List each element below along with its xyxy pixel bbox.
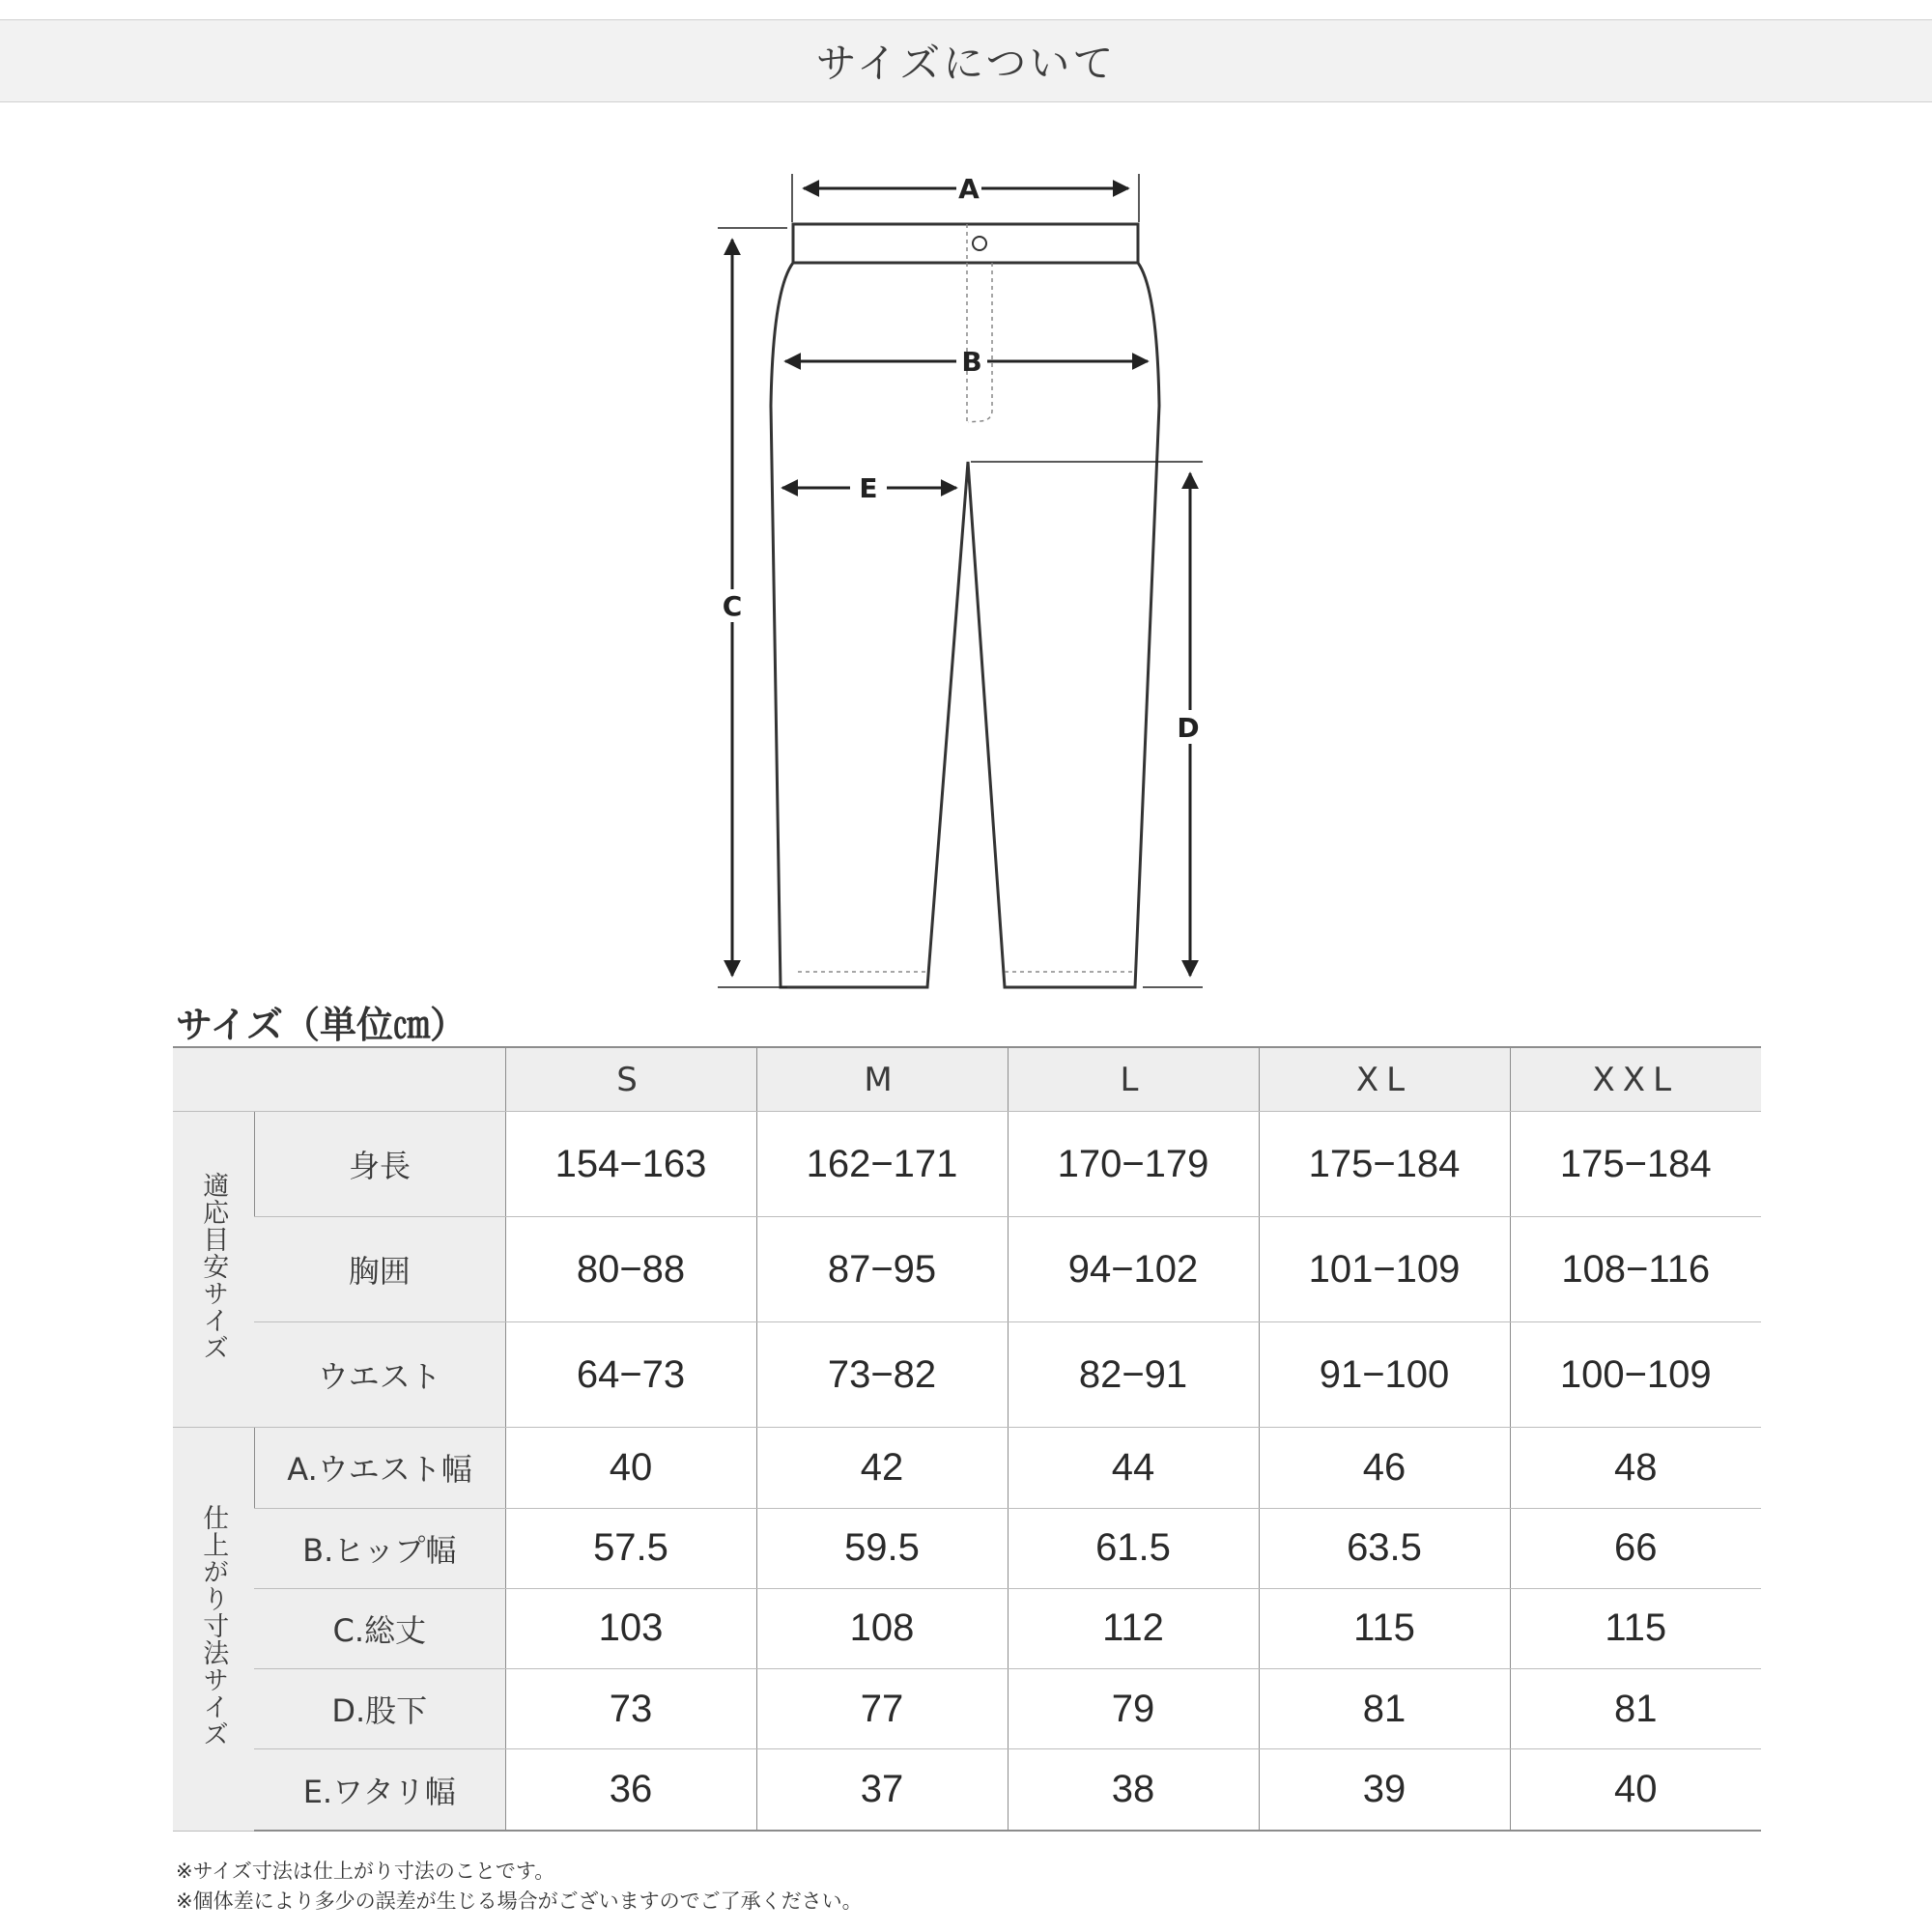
row-label: E.ワタリ幅	[254, 1749, 505, 1831]
table-cell: 175−184	[1259, 1112, 1510, 1217]
table-cell: 81	[1259, 1669, 1510, 1749]
size-header: XL	[1259, 1047, 1510, 1112]
table-row	[173, 1428, 1761, 1508]
table-row	[173, 1749, 1761, 1831]
table-cell: 108	[756, 1588, 1008, 1668]
footnote: ※サイズ寸法は仕上がり寸法のことです。	[176, 1860, 555, 1883]
table-cell: 63.5	[1259, 1508, 1510, 1588]
pants-seams	[798, 224, 1132, 972]
size-header: L	[1008, 1047, 1259, 1112]
table-cell: 77	[756, 1669, 1008, 1749]
measure-label-e: E	[859, 472, 878, 504]
page-title: サイズについて	[0, 19, 1932, 102]
table-row	[173, 1322, 1761, 1428]
table-cell: 162−171	[756, 1112, 1008, 1217]
group-label-fit: 適応目安サイズ	[173, 1112, 254, 1428]
measure-label-a: A	[958, 173, 980, 205]
size-table	[173, 1046, 1761, 1832]
table-cell: 175−184	[1510, 1112, 1761, 1217]
size-header: XXL	[1510, 1047, 1761, 1112]
table-row	[173, 1112, 1761, 1217]
table-cell: 79	[1008, 1669, 1259, 1749]
row-label: 身長	[254, 1112, 505, 1217]
pants-outline	[771, 224, 1159, 987]
row-label: 胸囲	[254, 1217, 505, 1322]
table-cell: 100−109	[1510, 1322, 1761, 1428]
size-section-title: サイズ（単位㎝）	[176, 1004, 467, 1046]
table-cell: 80−88	[505, 1217, 756, 1322]
table-cell: 170−179	[1008, 1112, 1259, 1217]
table-cell: 101−109	[1259, 1217, 1510, 1322]
table-cell: 39	[1259, 1749, 1510, 1831]
measure-label-b: B	[961, 346, 982, 378]
table-cell: 112	[1008, 1588, 1259, 1668]
measure-label-c: C	[722, 590, 743, 622]
measurement-arrows	[732, 188, 1190, 976]
measure-label-d: D	[1177, 712, 1200, 744]
table-corner-cell	[173, 1047, 505, 1112]
table-cell: 108−116	[1510, 1217, 1761, 1322]
table-header-row	[173, 1047, 1761, 1112]
table-row	[173, 1217, 1761, 1322]
table-cell: 87−95	[756, 1217, 1008, 1322]
table-cell: 103	[505, 1588, 756, 1668]
table-cell: 115	[1510, 1588, 1761, 1668]
table-row	[173, 1508, 1761, 1588]
size-header: S	[505, 1047, 756, 1112]
row-label: C.総丈	[254, 1588, 505, 1668]
row-label: A.ウエスト幅	[254, 1428, 505, 1508]
table-cell: 64−73	[505, 1322, 756, 1428]
table-cell: 57.5	[505, 1508, 756, 1588]
table-cell: 36	[505, 1749, 756, 1831]
table-cell: 37	[756, 1749, 1008, 1831]
table-cell: 81	[1510, 1669, 1761, 1749]
table-cell: 48	[1510, 1428, 1761, 1508]
table-cell: 59.5	[756, 1508, 1008, 1588]
table-cell: 46	[1259, 1428, 1510, 1508]
table-cell: 42	[756, 1428, 1008, 1508]
table-cell: 61.5	[1008, 1508, 1259, 1588]
group-label-finished: 仕上がり寸法サイズ	[173, 1428, 254, 1831]
table-cell: 44	[1008, 1428, 1259, 1508]
footnote: ※個体差により多少の誤差が生じる場合がございますのでご了承ください。	[176, 1889, 863, 1913]
table-cell: 91−100	[1259, 1322, 1510, 1428]
table-cell: 82−91	[1008, 1322, 1259, 1428]
table-cell: 40	[505, 1428, 756, 1508]
row-label: D.股下	[254, 1669, 505, 1749]
table-cell: 73	[505, 1669, 756, 1749]
size-header: M	[756, 1047, 1008, 1112]
footnotes	[176, 1857, 863, 1917]
table-row	[173, 1669, 1761, 1749]
table-cell: 115	[1259, 1588, 1510, 1668]
row-label: ウエスト	[254, 1322, 505, 1428]
table-cell: 38	[1008, 1749, 1259, 1831]
table-cell: 66	[1510, 1508, 1761, 1588]
table-cell: 154−163	[505, 1112, 756, 1217]
table-cell: 73−82	[756, 1322, 1008, 1428]
table-cell: 40	[1510, 1749, 1761, 1831]
row-label: B.ヒップ幅	[254, 1508, 505, 1588]
table-cell: 94−102	[1008, 1217, 1259, 1322]
table-row	[173, 1588, 1761, 1668]
